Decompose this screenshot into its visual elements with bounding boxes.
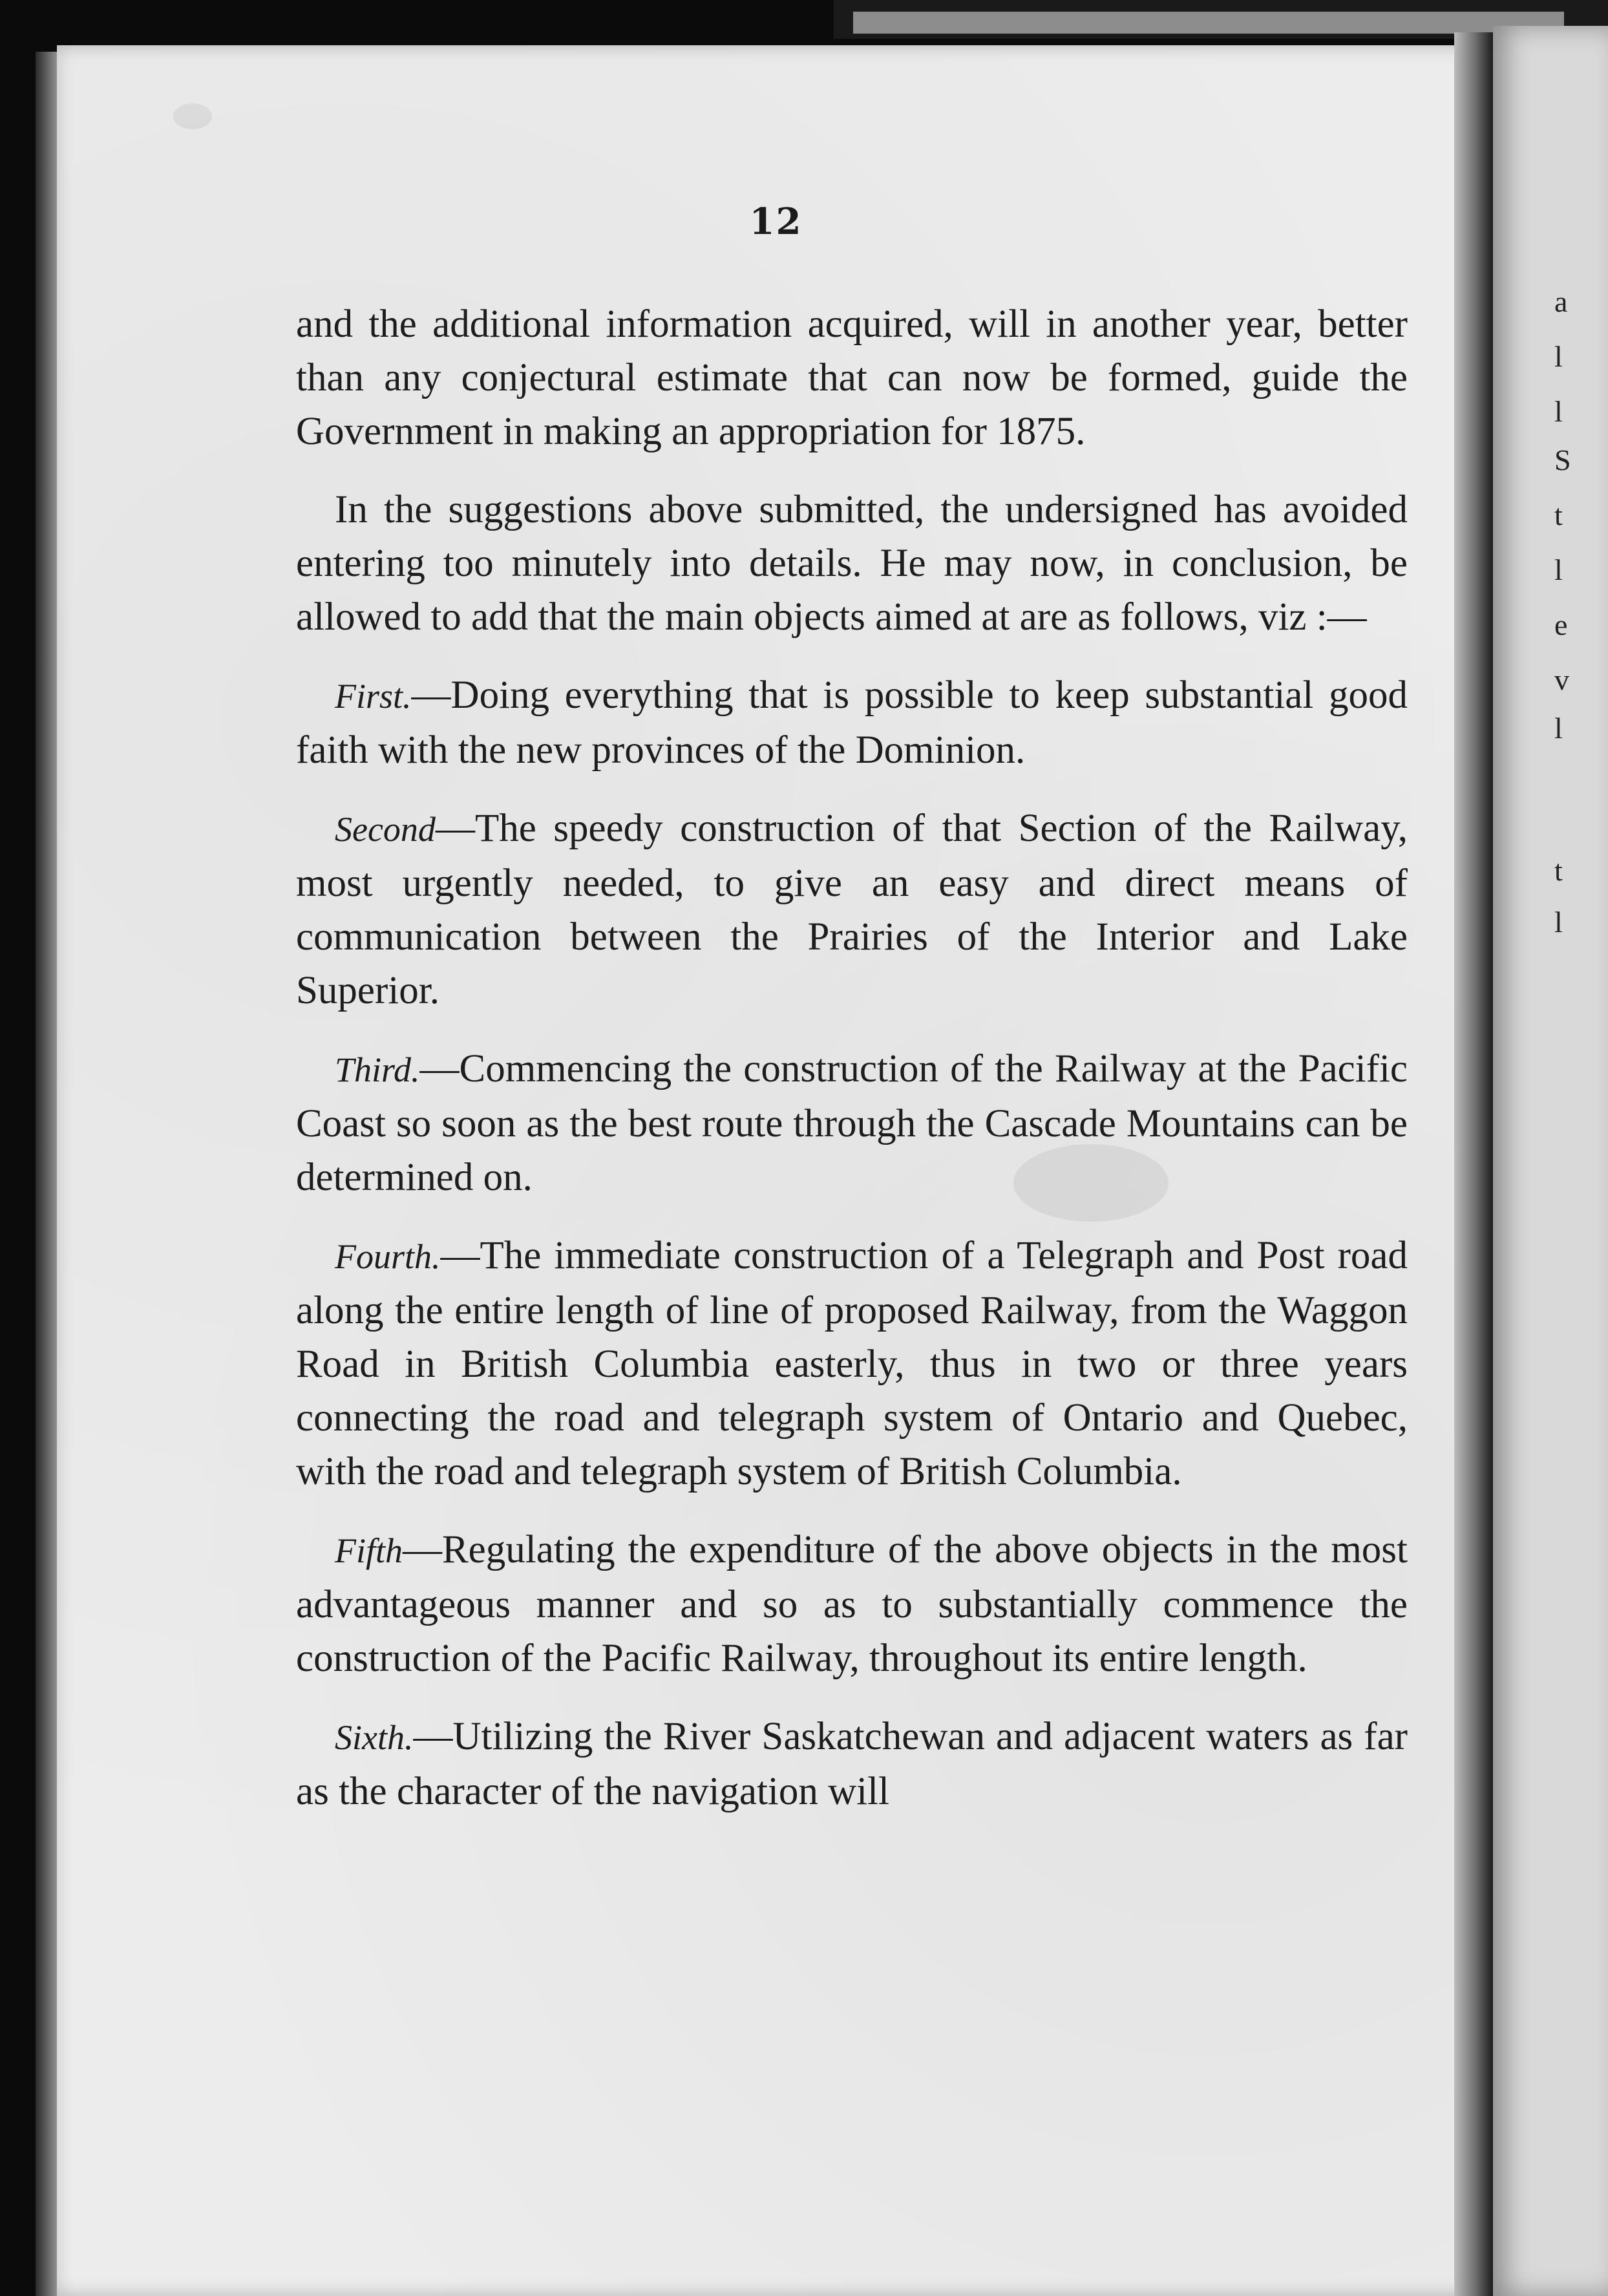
paragraph-third bbox=[296, 1042, 1408, 1204]
adjacent-page-fragment: a bbox=[1554, 285, 1568, 318]
paragraph bbox=[296, 297, 1408, 458]
adjacent-page bbox=[1493, 26, 1608, 2296]
paragraph-fifth bbox=[296, 1523, 1408, 1685]
paragraph-lead: First. bbox=[335, 677, 412, 716]
page-number: 12 bbox=[749, 200, 803, 243]
paragraph-lead: Fifth bbox=[335, 1531, 403, 1570]
paragraph-lead: Sixth. bbox=[335, 1718, 414, 1757]
paragraph-lead: Fourth. bbox=[335, 1237, 441, 1276]
adjacent-page-fragment: S bbox=[1554, 443, 1571, 476]
paragraph-lead: Third. bbox=[335, 1050, 420, 1089]
paper-speck bbox=[173, 103, 212, 129]
adjacent-page-fragment: t bbox=[1554, 854, 1563, 887]
document-page bbox=[57, 45, 1495, 2296]
paragraph-text: —Doing everything that is possible to keep substantial good faith with the new provinces of the Dominion. bbox=[296, 674, 1408, 772]
adjacent-page-fragment: v bbox=[1554, 663, 1569, 696]
paragraph-text: —The speedy construction of that Section of the Railway, most urgently needed, to give an easy and direct means of communication between the Prairies of the Interior and Lake Superior. bbox=[296, 807, 1408, 1012]
paragraph-text: —Regulating the expenditure of the above objects in the most advantageous manner and so as to substantially commence the construction of the Pacific Railway, throughout its entire length. bbox=[296, 1528, 1408, 1680]
adjacent-page-fragment: l bbox=[1554, 340, 1563, 373]
adjacent-page-fragment: l bbox=[1554, 553, 1563, 586]
body-text bbox=[296, 297, 1408, 1843]
paragraph-text: —The immediate construction of a Telegraph and Post road along the entire length of line of proposed Railway, from the Waggon Road in British Columbia easterly, thus in two or three years connecting the road and telegraph system of Ontario and Quebec, with the road and telegraph system of British Columbia. bbox=[296, 1234, 1408, 1493]
adjacent-page-fragment: l bbox=[1554, 906, 1563, 939]
adjacent-page-fragment: t bbox=[1554, 498, 1563, 531]
paragraph bbox=[296, 483, 1408, 644]
adjacent-page-fragment: l bbox=[1554, 395, 1563, 428]
paragraph-text: —Utilizing the River Saskatchewan and adjacent waters as far as the character of the navigation will bbox=[296, 1715, 1408, 1813]
adjacent-page-fragment: e bbox=[1554, 608, 1568, 641]
paragraph-fourth bbox=[296, 1229, 1408, 1498]
paragraph-text: —Commencing the construction of the Railway at the Pacific Coast so soon as the best route through the Cascade Mountains can be determined on. bbox=[296, 1047, 1408, 1199]
top-edge-strip bbox=[853, 12, 1564, 34]
page-fold-shadow bbox=[1454, 32, 1493, 2296]
paragraph-text: In the suggestions above submitted, the undersigned has avoided entering too minutely into details. He may now, in conclusion, be allowed to add that the main objects aimed at are as follows, viz :— bbox=[296, 488, 1408, 639]
paragraph-lead: Second bbox=[335, 810, 436, 849]
paragraph-first bbox=[296, 668, 1408, 777]
paragraph-second bbox=[296, 802, 1408, 1017]
paragraph-sixth bbox=[296, 1710, 1408, 1818]
adjacent-page-fragment: l bbox=[1554, 712, 1563, 745]
paragraph-text: and the additional information acquired, will in another year, better than any conjectural estimate that can now be formed, guide the Government in making an appropriation for 1875. bbox=[296, 303, 1408, 453]
